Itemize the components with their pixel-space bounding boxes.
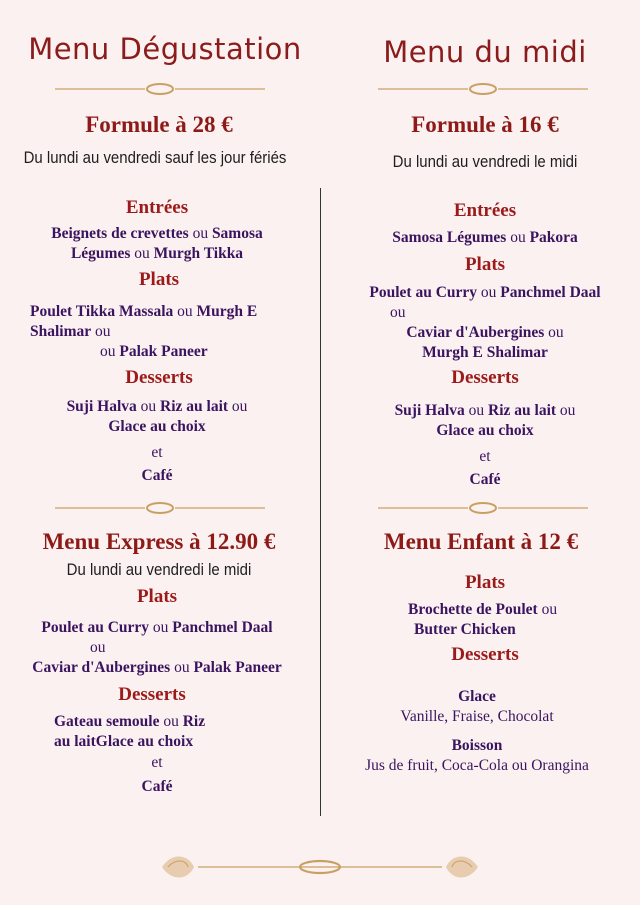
plats-ou-express: ou bbox=[90, 639, 106, 656]
plats-heading-enfant: Plats bbox=[464, 572, 506, 593]
menu-enfant-title: Menu Enfant à 12 € bbox=[383, 529, 579, 554]
entrees-heading-28: Entrées bbox=[125, 197, 189, 218]
et-express: et bbox=[151, 754, 163, 771]
column-divider bbox=[320, 188, 321, 816]
menu-degustation-title: Menu Dégustation bbox=[28, 32, 302, 66]
et-28: et bbox=[151, 444, 163, 461]
formule-28-title: Formule à 28 € bbox=[85, 112, 233, 137]
desserts-heading-express: Desserts bbox=[118, 684, 186, 705]
plats-heading-express: Plats bbox=[136, 586, 178, 607]
divider-ornament-left-top bbox=[55, 80, 265, 98]
divider-ornament-left-mid bbox=[55, 499, 265, 517]
plats-list-express-b: Caviar d'Aubergines ou Palak Paneer bbox=[32, 659, 282, 676]
formule-28-schedule: Du lundi au vendredi sauf les jour fériés bbox=[23, 148, 287, 167]
glace-heading-enfant: Glace bbox=[458, 688, 496, 705]
divider-ornament-right-top bbox=[378, 80, 588, 98]
menu-express-title: Menu Express à 12.90 € bbox=[42, 529, 276, 554]
entrees-list-16: Samosa Légumes ou Pakora bbox=[392, 229, 578, 246]
glace-desc-enfant: Vanille, Fraise, Chocolat bbox=[400, 708, 554, 725]
et-16: et bbox=[479, 448, 491, 465]
entrees-list-28: Beignets de crevettes ou Samosa Légumes ou Murgh Tikka bbox=[51, 225, 263, 262]
plats-heading-16: Plats bbox=[464, 254, 506, 275]
formule-16-schedule: Du lundi au vendredi le midi bbox=[392, 152, 578, 171]
plats-heading-28: Plats bbox=[138, 269, 180, 290]
plats-list-16b: Caviar d'Aubergines ou Murgh E Shalimar bbox=[406, 324, 564, 361]
cafe-16: Café bbox=[469, 471, 501, 488]
desserts-list-28: Suji Halva ou Riz au lait ou Glace au choix bbox=[66, 398, 248, 435]
plats-list-enfant: Brochette de Poulet ou Butter Chicken bbox=[408, 601, 558, 638]
boisson-desc-enfant: Jus de fruit, Coca-Cola ou Orangina bbox=[365, 757, 589, 774]
cafe-28: Café bbox=[141, 467, 173, 484]
menu-express-schedule: Du lundi au vendredi le midi bbox=[66, 560, 252, 579]
plats-list-express: Poulet au Curry ou Panchmel Daal bbox=[41, 619, 273, 636]
formule-16-title: Formule à 16 € bbox=[411, 112, 559, 137]
divider-ornament-right-mid bbox=[378, 499, 588, 517]
cafe-express: Café bbox=[141, 778, 173, 795]
boisson-heading-enfant: Boisson bbox=[451, 737, 503, 754]
desserts-list-16: Suji Halva ou Riz au lait ou Glace au choix bbox=[394, 402, 576, 439]
plats-list-16: Poulet au Curry ou Panchmel Daal bbox=[369, 284, 601, 301]
desserts-heading-28: Desserts bbox=[125, 367, 193, 388]
plats-ou-16: ou bbox=[390, 304, 406, 321]
desserts-heading-16: Desserts bbox=[451, 367, 519, 388]
desserts-list-express: Gateau semoule ou Riz au laitGlace au choix bbox=[54, 713, 206, 750]
desserts-heading-enfant: Desserts bbox=[451, 644, 519, 665]
bottom-flourish-ornament bbox=[158, 850, 482, 884]
entrees-heading-16: Entrées bbox=[453, 200, 517, 221]
plats-list-28: Poulet Tikka Massala ou Murgh E Shalimar ou ou Palak Paneer bbox=[30, 303, 258, 360]
menu-du-midi-title: Menu du midi bbox=[383, 35, 587, 69]
